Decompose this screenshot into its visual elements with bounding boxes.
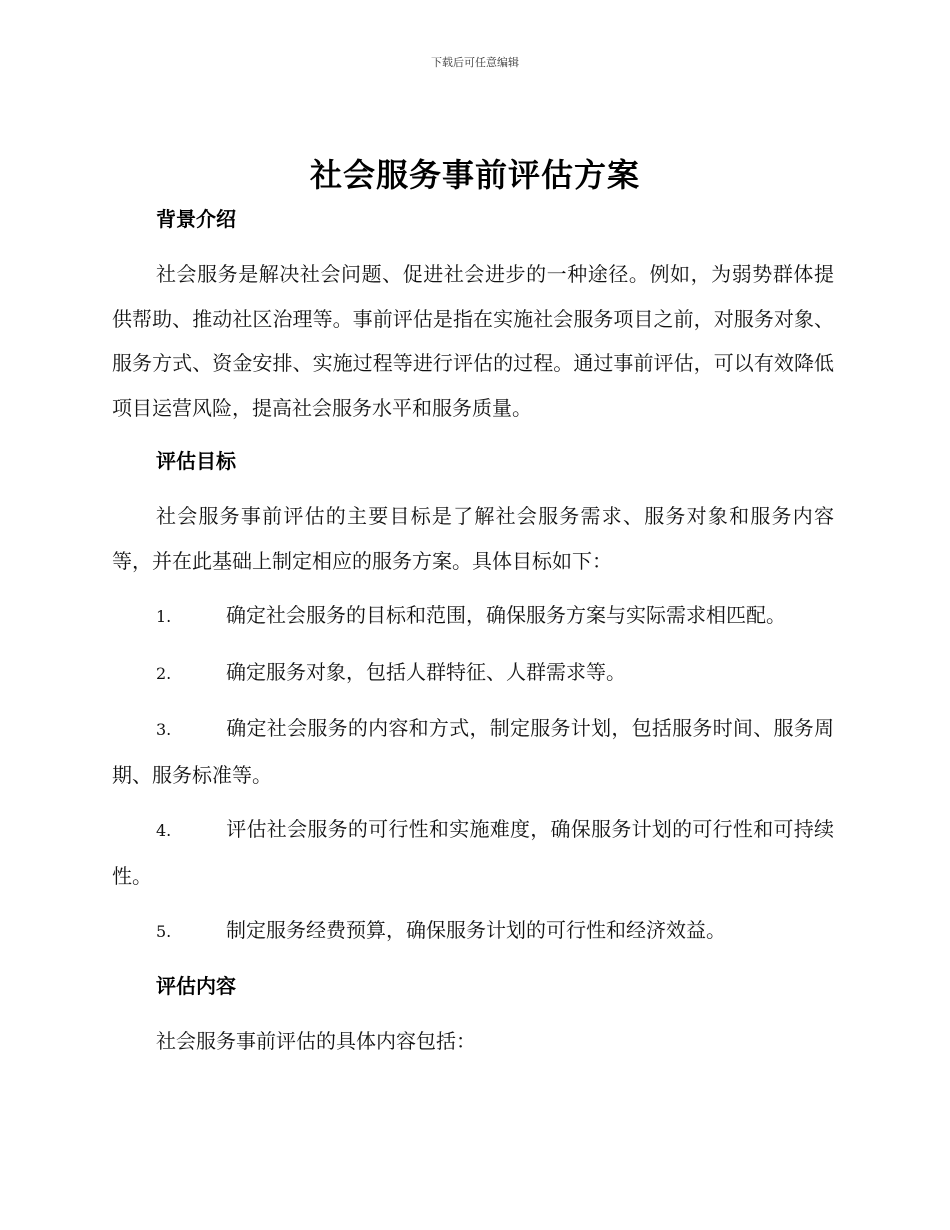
list-item [112,908,834,955]
list-item-text: 制定服务经费预算，确保服务计划的可行性和经济效益。 [226,918,726,942]
document-title: 社会服务事前评估方案 [309,156,640,194]
section-background-paragraph: 社会服务是解决社会问题、促进社会进步的一种途径。例如，为弱势群体提供帮助、推动社区治理等。事前评估是指在实施社会服务项目之前，对服务对象、服务方式、资金安排、实施过程等进行评估的过程。通过事前评估，可以有效降低项目运营风险，提高社会服务水平和服务质量。 [112,262,834,420]
section-goals-paragraph: 社会服务事前评估的主要目标是了解社会服务需求、服务对象和服务内容等，并在此基础上制定相应的服务方案。具体目标如下： [112,504,834,573]
list-item-number: 4. [156,821,172,840]
section-heading-goals: 评估目标 [156,449,236,473]
goals-list [112,593,834,955]
list-item [112,706,834,797]
section-heading-background: 背景介绍 [156,207,236,231]
list-item-text: 确定服务对象，包括人群特征、人群需求等。 [226,659,626,684]
section-heading-content: 评估内容 [156,973,236,998]
list-item [112,650,834,697]
list-item-text: 确定社会服务的目标和范围，确保服务方案与实际需求相匹配。 [226,603,786,627]
list-item-number: 3. [156,720,172,739]
list-item-number: 2. [156,663,172,683]
list-item-text: 评估社会服务的可行性和实施难度，确保服务计划的可行性和可持续性。 [112,817,834,888]
document-body [112,198,834,1063]
list-item-number: 5. [156,922,172,941]
list-item [112,593,834,640]
list-item-number: 1. [156,607,172,626]
list-item [112,807,834,898]
section-content-paragraph: 社会服务事前评估的具体内容包括： [156,1028,476,1053]
page-header-note: 下载后可任意编辑 [431,56,519,69]
list-item-text: 确定社会服务的内容和方式，制定服务计划，包括服务时间、服务周期、服务标准等。 [112,716,834,787]
